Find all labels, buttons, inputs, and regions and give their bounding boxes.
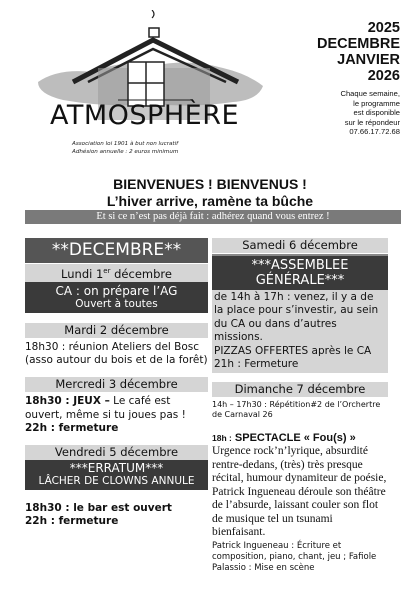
ag-banner-2: GÉNÉRALE*** <box>212 273 388 290</box>
left-column <box>25 238 208 529</box>
day-header-mardi-2: Mardi 2 décembre <box>25 323 208 338</box>
spectacle-title: SPECTACLE « Fou(s) » <box>231 432 356 445</box>
day-title-sup: er <box>103 267 111 275</box>
program-period <box>317 20 400 84</box>
year-start: 2025 <box>367 20 400 36</box>
event-jeux-time: 18h30 : JEUX – <box>25 395 110 408</box>
association-info <box>72 140 178 156</box>
erratum: ***ERRATUM*** <box>25 460 208 475</box>
ag-details <box>212 290 388 374</box>
event-bar-close <box>25 515 208 529</box>
assoc-line-1: Association loi 1901 à but non lucratif <box>72 141 179 147</box>
phone-number: 07.66.17.72.68 <box>349 127 400 137</box>
ag-text: de 14h à 17h : venez, il y a de la place pour s’investir, au sein du CA ou dans d’autres missions. <box>214 290 379 344</box>
day-header-dimanche-7: Dimanche 7 décembre <box>212 382 388 397</box>
membership-banner: Et si ce n’est pas déjà fait : adhérez quand vous entrez ! <box>25 210 401 224</box>
month-2: JANVIER <box>337 52 400 68</box>
event-repetition: 14h – 17h30 : Répétition#2 de l’Orchertre de Carnaval 26 <box>212 400 381 420</box>
logo-title: ATMOSPHÈRE <box>50 100 240 131</box>
erratum-detail: LÂCHER DE CLOWNS ANNULE <box>25 475 208 490</box>
spectacle-credits: Patrick Ingueneau : Écriture et composition, piano, chant, jeu ; Fafiole Palassio : Mise en scène <box>212 540 377 573</box>
bar-open: 18h30 : le bar est ouvert <box>25 501 172 514</box>
day-header-vendredi-5: Vendredi 5 décembre <box>25 445 208 460</box>
spectacle-description: Urgence rock’n’lyrique, absurdité rentre-dedans, (très) très presque récital, humour dynamiteur de poésie, Patrick Ingueneau déroule son théâtre de l’absurde, laissant couler son flot de musique tel un tsunami bienfaisant. <box>212 445 387 539</box>
event-jeux <box>25 395 208 422</box>
day-header-lundi-1 <box>25 264 208 282</box>
ag-pizza: PIZZAS OFFERTES après le CA <box>214 344 372 357</box>
notice-line: le programme <box>353 98 400 108</box>
month-banner: **DECEMBRE** <box>25 238 208 263</box>
ag-close: 21h : Fermeture <box>214 358 299 371</box>
phone-notice <box>340 89 400 137</box>
ag-banner: ***ASSEMBLEE <box>212 256 388 273</box>
welcome-heading: BIENVENUES ! BIENVENUS ! <box>113 176 307 192</box>
event-ca-open: Ouvert à toutes <box>25 298 208 313</box>
event-jeux-text: Le café est ouvert, même si tu joues pas ! <box>25 395 186 421</box>
close-time: 22h : fermeture <box>25 515 119 528</box>
assoc-line-2: Adhésion annuelle : 2 euros minimum <box>72 149 179 155</box>
event-bar <box>25 502 208 516</box>
day-header-mercredi-3: Mercredi 3 décembre <box>25 377 208 392</box>
year-end: 2026 <box>367 68 400 84</box>
event-ca: CA : on prépare l’AG <box>25 282 208 298</box>
notice-line: est disponible <box>353 108 400 118</box>
event-ateliers: 18h30 : réunion Ateliers del Bosc (asso autour du bois et de la forêt) <box>25 340 208 367</box>
notice-line: Chaque semaine, <box>340 89 400 98</box>
day-title-end: décembre <box>110 266 172 281</box>
event-jeux-close <box>25 422 208 436</box>
close-time: 22h : fermeture <box>25 422 119 435</box>
welcome-subheading: L’hiver arrive, ramène ta bûche <box>106 193 314 209</box>
day-header-samedi-6: Samedi 6 décembre <box>212 238 388 253</box>
right-column <box>212 238 388 574</box>
spectacle-time: 18h : <box>212 433 232 444</box>
notice-line: sur le répondeur <box>344 117 400 127</box>
event-spectacle <box>212 432 388 445</box>
month-1: DECEMBRE <box>317 36 400 52</box>
day-title: Lundi 1 <box>61 266 104 281</box>
